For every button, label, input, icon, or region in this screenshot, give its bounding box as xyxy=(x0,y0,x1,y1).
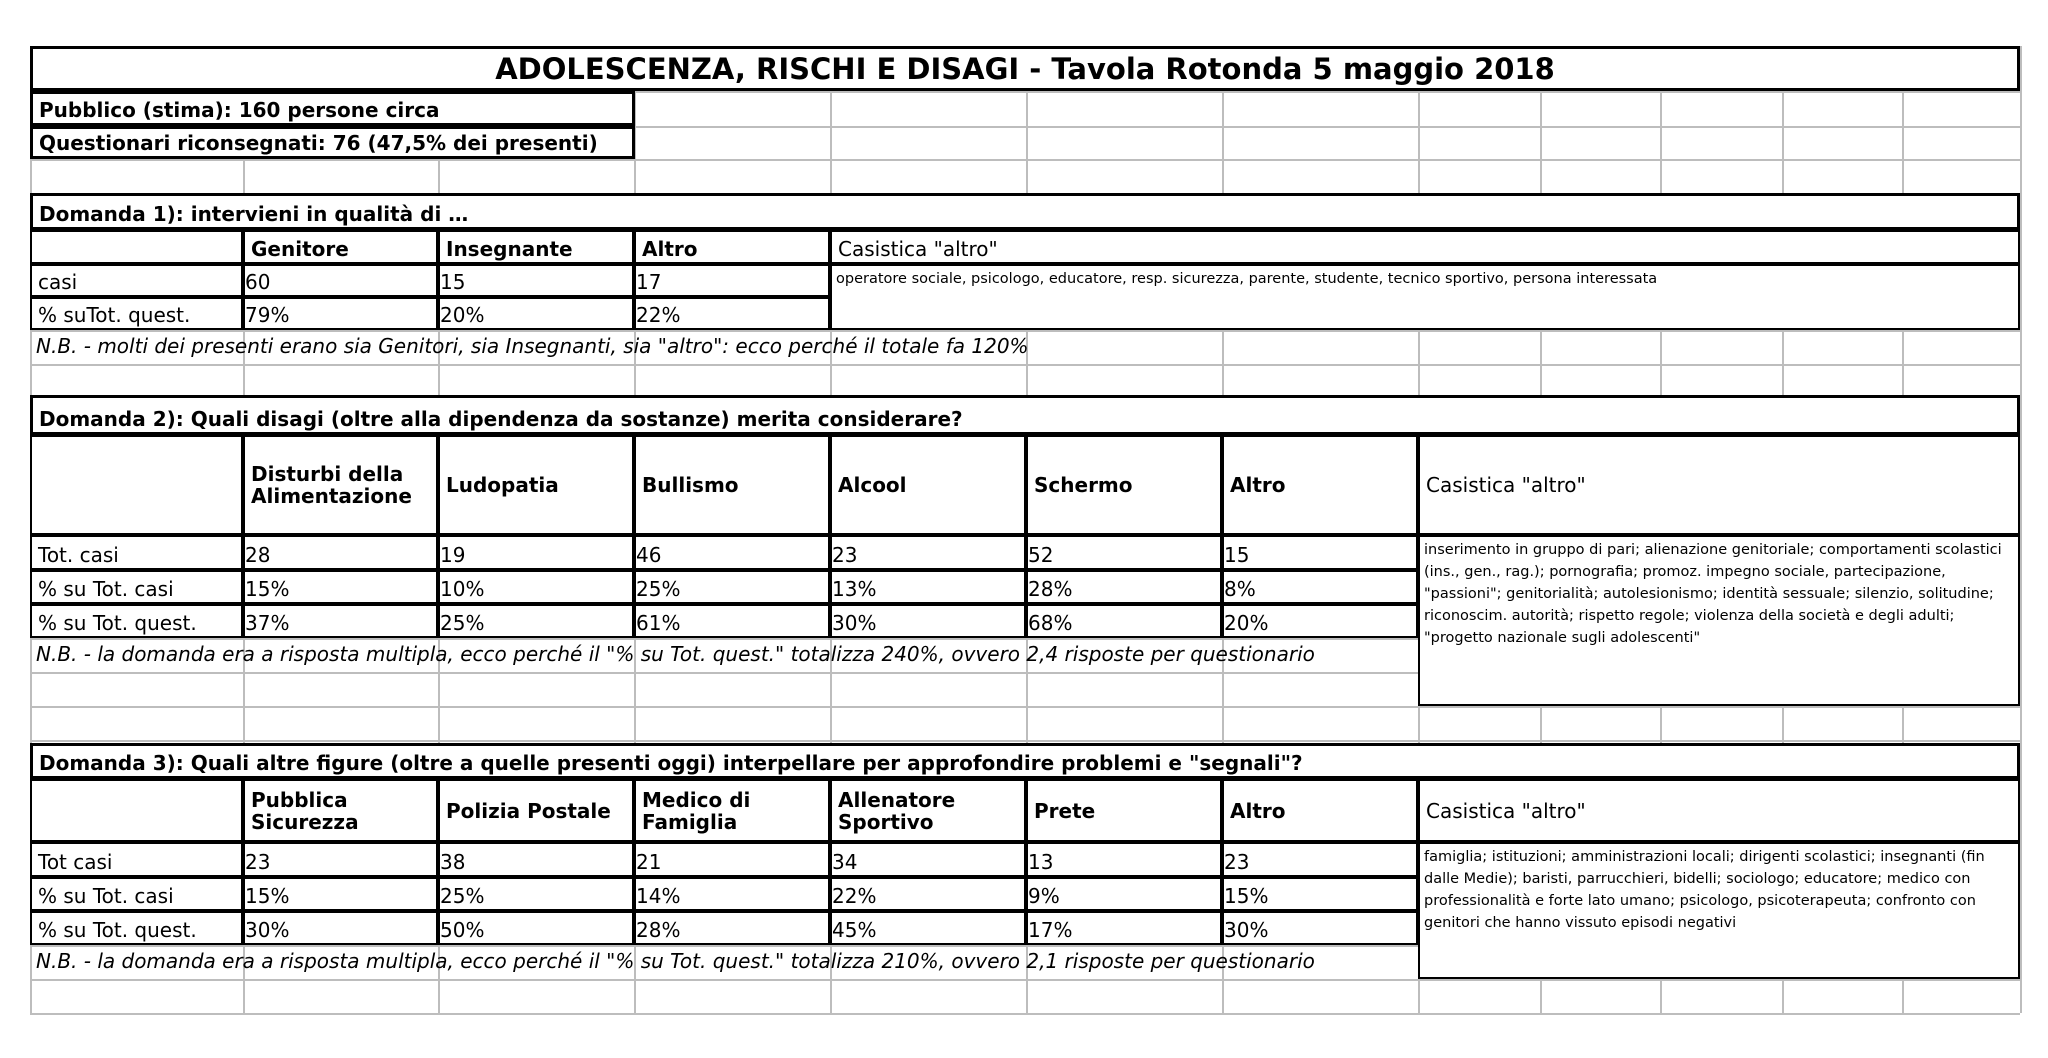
q3-value: 30% xyxy=(243,911,438,945)
questionari-riconsegnati: Questionari riconsegnati: 76 (47,5% dei presenti) xyxy=(30,126,635,159)
q2-row-label: % su Tot. casi xyxy=(30,570,243,604)
q1-value: 20% xyxy=(438,297,634,330)
page-title: ADOLESCENZA, RISCHI E DISAGI - Tavola Rotonda 5 maggio 2018 xyxy=(30,46,2020,91)
q2-row-label: Tot. casi xyxy=(30,535,243,570)
q3-value: 38 xyxy=(438,842,634,877)
q1-value: 17 xyxy=(634,264,830,297)
q2-row-label: % su Tot. quest. xyxy=(30,604,243,638)
q3-value: 15% xyxy=(1222,877,1418,911)
q1-row-label: casi xyxy=(30,264,243,297)
q3-header-1: Polizia Postale xyxy=(438,779,634,842)
q1-value: 60 xyxy=(243,264,438,297)
grid-line xyxy=(30,740,2020,742)
q3-note: N.B. - la domanda era a risposta multipla, ecco perché il "% su Tot. quest." totalizza 210%, ovvero 2,1 risposte per questionario xyxy=(36,949,1315,973)
q3-value: 15% xyxy=(243,877,438,911)
q3-value: 34 xyxy=(830,842,1026,877)
grid-line xyxy=(30,979,2020,981)
q3-heading: Domanda 3): Quali altre figure (oltre a quelle presenti oggi) interpellare per approfondire problemi e "segnali"? xyxy=(30,743,2020,779)
q3-value: 30% xyxy=(1222,911,1418,945)
q3-header-3: Allenatore Sportivo xyxy=(830,779,1026,842)
q2-value: 30% xyxy=(830,604,1026,638)
q3-row-label-blank xyxy=(30,779,243,842)
q3-value: 14% xyxy=(634,877,830,911)
q2-header-0: Disturbi della Alimentazione xyxy=(243,435,438,535)
q1-header-1: Insegnante xyxy=(438,230,634,264)
q1-note: N.B. - molti dei presenti erano sia Genitori, sia Insegnanti, sia "altro": ecco perché il totale fa 120% xyxy=(36,334,1029,358)
q2-note: N.B. - la domanda era a risposta multipla, ecco perché il "% su Tot. quest." totalizza 240%, ovvero 2,4 risposte per questionario xyxy=(36,642,1315,666)
q3-value: 23 xyxy=(1222,842,1418,877)
q2-header-5: Altro xyxy=(1222,435,1418,535)
grid-line xyxy=(30,159,2020,161)
q2-value: 68% xyxy=(1026,604,1222,638)
q3-value: 45% xyxy=(830,911,1026,945)
q3-value: 50% xyxy=(438,911,634,945)
q2-value: 28 xyxy=(243,535,438,570)
q2-header-1: Ludopatia xyxy=(438,435,634,535)
q3-altro-text: famiglia; istituzioni; amministrazioni locali; dirigenti scolastici; insegnanti (fin dalle Medie); baristi, parrucchieri, bidelli; sociologo; educatore; medico con professionalità e forte lato umano; psicologo, psicoterapeuta; confronto con genitori che hanno vissuto episodi negativi xyxy=(1418,842,2020,979)
q2-value: 15 xyxy=(1222,535,1418,570)
q1-value: 22% xyxy=(634,297,830,330)
q1-row-label: % suTot. quest. xyxy=(30,297,243,330)
grid-line xyxy=(30,364,2020,366)
q2-value: 20% xyxy=(1222,604,1418,638)
q2-value: 52 xyxy=(1026,535,1222,570)
q1-header-2: Altro xyxy=(634,230,830,264)
q3-header-0: Pubblica Sicurezza xyxy=(243,779,438,842)
q2-row-label-blank xyxy=(30,435,243,535)
q2-value: 10% xyxy=(438,570,634,604)
q3-row-label: % su Tot. quest. xyxy=(30,911,243,945)
q3-header-5: Altro xyxy=(1222,779,1418,842)
q2-value: 37% xyxy=(243,604,438,638)
q1-heading: Domanda 1): intervieni in qualità di … xyxy=(30,193,2020,230)
q1-altro-header: Casistica "altro" xyxy=(830,230,2020,264)
q3-value: 9% xyxy=(1026,877,1222,911)
q1-altro-text: operatore sociale, psicologo, educatore, resp. sicurezza, parente, studente, tecnico sportivo, persona interessata xyxy=(830,264,2020,330)
q1-value: 15 xyxy=(438,264,634,297)
q3-value: 21 xyxy=(634,842,830,877)
q1-value: 79% xyxy=(243,297,438,330)
q2-value: 15% xyxy=(243,570,438,604)
q3-value: 25% xyxy=(438,877,634,911)
q3-value: 17% xyxy=(1026,911,1222,945)
q3-value: 22% xyxy=(830,877,1026,911)
q2-value: 25% xyxy=(438,604,634,638)
q2-value: 46 xyxy=(634,535,830,570)
q2-header-2: Bullismo xyxy=(634,435,830,535)
q2-header-3: Alcool xyxy=(830,435,1026,535)
q3-value: 13 xyxy=(1026,842,1222,877)
q2-value: 25% xyxy=(634,570,830,604)
q3-header-2: Medico di Famiglia xyxy=(634,779,830,842)
q3-value: 28% xyxy=(634,911,830,945)
q2-altro-text: inserimento in gruppo di pari; alienazione genitoriale; comportamenti scolastici (ins., gen., rag.); pornografia; promoz. impegno sociale, partecipazione, "passioni"; genitorialità; autolesionismo; identità sessuale; silenzio, solitudine; riconoscim. autorità; rispetto regole; violenza della società e degli adulti; "progetto nazionale sugli adolescenti" xyxy=(1418,535,2020,706)
q3-header-4: Prete xyxy=(1026,779,1222,842)
q2-header-4: Schermo xyxy=(1026,435,1222,535)
q2-heading: Domanda 2): Quali disagi (oltre alla dipendenza da sostanze) merita considerare? xyxy=(30,395,2020,435)
q2-value: 23 xyxy=(830,535,1026,570)
q3-value: 23 xyxy=(243,842,438,877)
pubblico-stima: Pubblico (stima): 160 persone circa xyxy=(30,91,635,126)
q2-value: 8% xyxy=(1222,570,1418,604)
q2-value: 61% xyxy=(634,604,830,638)
q1-row-label-blank xyxy=(30,230,243,264)
grid-line xyxy=(30,330,2020,332)
q2-value: 19 xyxy=(438,535,634,570)
grid-line xyxy=(30,706,2020,708)
q2-value: 28% xyxy=(1026,570,1222,604)
q3-row-label: Tot casi xyxy=(30,842,243,877)
grid-line xyxy=(2020,46,2022,1013)
q3-altro-header: Casistica "altro" xyxy=(1418,779,2020,842)
q1-header-0: Genitore xyxy=(243,230,438,264)
q2-altro-header: Casistica "altro" xyxy=(1418,435,2020,535)
q3-row-label: % su Tot. casi xyxy=(30,877,243,911)
q2-value: 13% xyxy=(830,570,1026,604)
grid-line xyxy=(30,1013,2020,1015)
